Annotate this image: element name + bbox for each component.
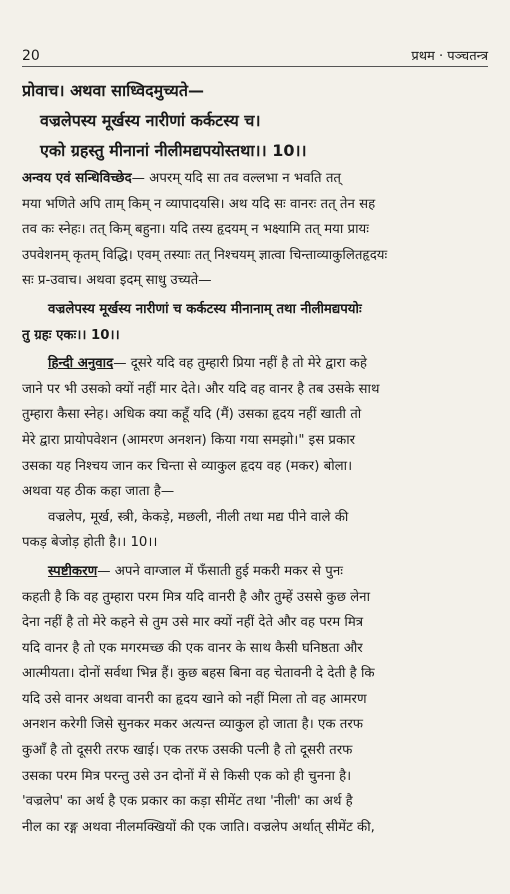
running-title: प्रथम · पञ्चतन्त्र bbox=[411, 49, 488, 64]
page-content bbox=[22, 76, 488, 840]
hindi-line: जाने पर भी उसको क्यों नहीं मार देते। और यदि वह वानर है तब उसके साथ bbox=[22, 381, 380, 397]
hindi-line: — दूसरे यदि वह तुम्हारी प्रिया नहीं है तो मेरे द्वारा कहे bbox=[113, 356, 367, 372]
spashti-line: कहती है कि वह तुम्हारा परम मित्र यदि वानरी है और तुम्हें उससे कुछ लेना bbox=[22, 589, 371, 605]
anvay-label: अन्वय एवं सन्धिविच्छेद bbox=[22, 171, 132, 186]
anvay-verse-line: वज्रलेपस्य मूर्खस्य नारीणां च कर्कटस्य मीनानाम् तथा नीलीमद्यपयोः bbox=[48, 301, 362, 317]
spashti-line: कुआँ है तो दूसरी तरफ खाई। एक तरफ उसकी पत्नी है तो दूसरी तरफ bbox=[22, 743, 353, 759]
spashti-line: देना नहीं है तो मेरे कहने से तुम उसे मार क्यों नहीं देते और वह परम मित्र bbox=[22, 615, 364, 631]
anvay-section bbox=[22, 166, 488, 294]
anvay-verse-line: तु ग्रहः एकः।। 10।। bbox=[22, 327, 120, 343]
spashti-section bbox=[22, 559, 488, 841]
hindi-line: तुम्हारा कैसा स्नेह। अधिक क्या कहूँ यदि (मैं) उसका हृदय नहीं खाती तो bbox=[22, 407, 362, 423]
hindi-line: मेरे द्वारा प्रायोपवेशन (आमरण अनशन) किया गया समझो।" इस प्रकार bbox=[22, 432, 356, 448]
hindi-label: हिन्दी अनुवाद bbox=[48, 356, 114, 372]
spashti-label: स्पष्टीकरण bbox=[48, 563, 98, 579]
hindi-verse bbox=[22, 505, 488, 556]
verse-intro: प्रोवाच। अथवा साध्विदमुच्यते— bbox=[22, 81, 204, 100]
spashti-line: उसका परम मित्र परन्तु उसे उन दोनों में से किसी एक को ही चुनना है। bbox=[22, 768, 352, 784]
hindi-section bbox=[22, 351, 488, 505]
hindi-line: अथवा यह ठीक कहा जाता है— bbox=[22, 484, 175, 500]
hindi-line: उसका यह निश्चय जान कर चिन्ता से व्याकुल हृदय वह (मकर) बोला। bbox=[22, 458, 353, 474]
anvay-line: तव कः स्नेहः। तत् किम् बहुना। यदि तस्य हृदयम् न भक्ष्यामि तत् मया प्रायः bbox=[22, 222, 369, 238]
verse-line-2: एको ग्रहस्तु मीनानां नीलीमद्यपयोस्तथा।। 10।। bbox=[40, 141, 307, 160]
anvay-line: — अपरम् यदि सा तव वल्लभा न भवति तत् bbox=[131, 171, 341, 186]
anvay-line: सः प्र-उवाच। अथवा इदम् साधु उच्यते— bbox=[22, 273, 212, 289]
anvay-line: उपवेशनम् कृतम् विद्धि। एवम् तस्याः तत् निश्चयम् ज्ञात्वा चिन्ताव्याकुलितहृदयः bbox=[22, 247, 388, 263]
spashti-line: 'वज्रलेप' का अर्थ है एक प्रकार का कड़ा सीमेंट तथा 'नीली' का अर्थ है bbox=[22, 794, 353, 810]
spashti-line: — अपने वाग्जाल में फँसाती हुई मकरी मकर से पुनः bbox=[97, 563, 343, 579]
spashti-line: अनशन करेगी जिसे सुनकर मकर अत्यन्त व्याकुल हो जाता है। एक तरफ bbox=[22, 717, 364, 733]
spashti-line: यदि वानर है तो एक मगरमच्छ की एक वानर के साथ कैसी घनिष्ठता और bbox=[22, 640, 363, 656]
spashti-line: यदि उसे वानर अथवा वानरी का हृदय खाने को नहीं मिला तो वह आमरण bbox=[22, 691, 367, 707]
verse-line-1: वज्रलेपस्य मूर्खस्य नारीणां कर्कटस्य च। bbox=[40, 111, 261, 130]
page-number: 20 bbox=[22, 48, 40, 64]
verse-block bbox=[22, 76, 488, 166]
spashti-line: नील का रङ्ग अथवा नीलमक्खियों की एक जाति। वज्रलेप अर्थात् सीमेंट की, bbox=[22, 819, 375, 835]
hindi-verse-line: वज्रलेप, मूर्ख, स्त्री, केकड़े, मछली, नीली तथा मद्य पीने वाले की bbox=[48, 509, 349, 525]
hindi-verse-line: पकड़ बेजोड़ होती है।। 10।। bbox=[22, 535, 158, 551]
anvay-verse bbox=[22, 297, 488, 348]
anvay-line: मया भणिते अपि ताम् किम् न व्यापादयसि। अथ यदि सः वानरः तत् तेन सह bbox=[22, 196, 376, 212]
spashti-line: आत्मीयता। दोनों सर्वथा भिन्न हैं। कुछ बहस बिना वह चेतावनी दे देती है कि bbox=[22, 666, 375, 682]
page-header bbox=[22, 42, 488, 67]
